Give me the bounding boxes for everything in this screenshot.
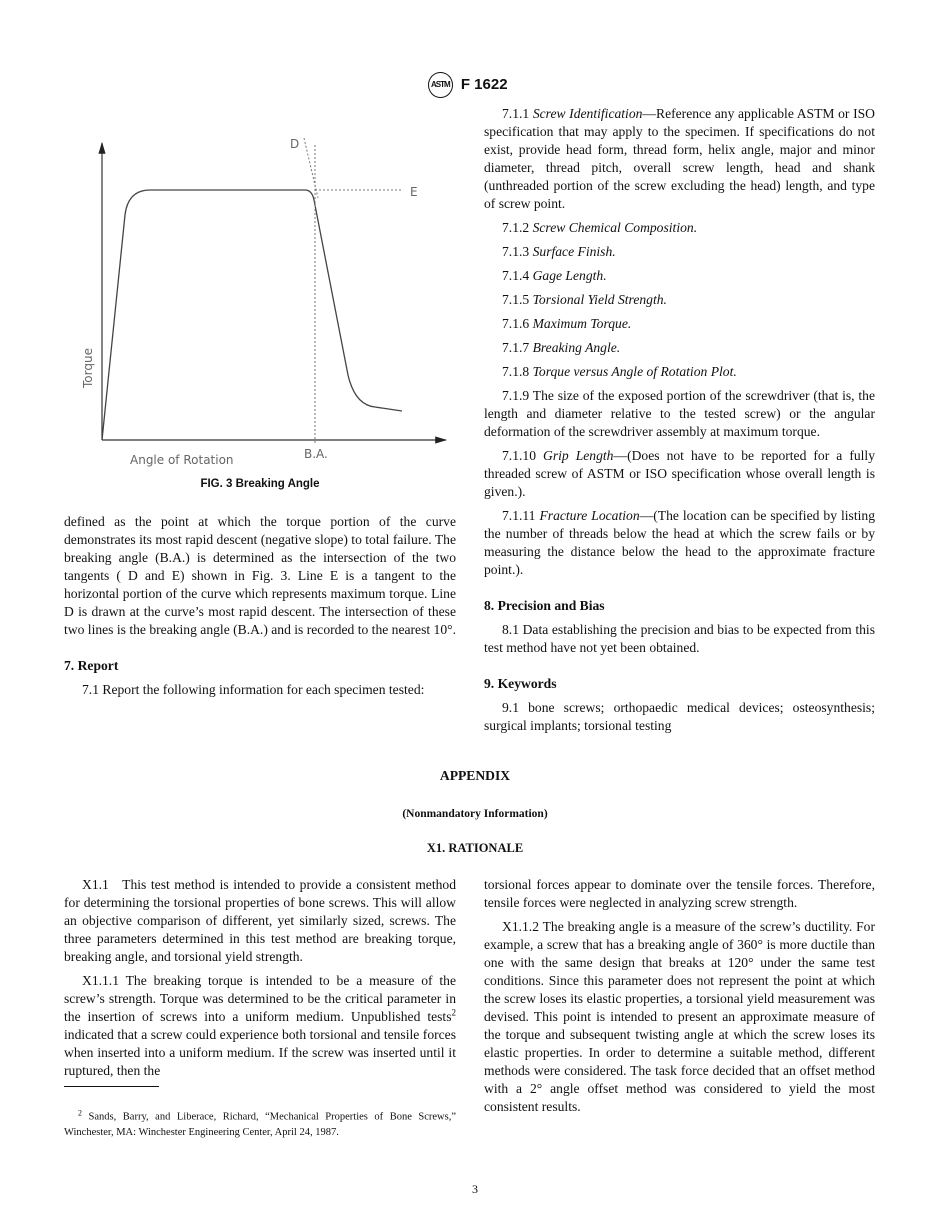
item: 7.1.2 Screw Chemical Composition. xyxy=(502,220,698,235)
label-d: D xyxy=(290,137,300,151)
paragraph: 9.1 bone screws; orthopaedic medical devices; osteosynthesis; surgical implants; torsional testing xyxy=(484,700,875,733)
label-e: E xyxy=(410,185,418,199)
section-heading-keywords: 9. Keywords xyxy=(484,676,557,691)
section-heading-precision: 8. Precision and Bias xyxy=(484,598,605,613)
item: 7.1.5 Torsional Yield Strength. xyxy=(502,292,667,307)
item: 7.1.3 Surface Finish. xyxy=(502,244,616,259)
appendix-section: X1. RATIONALE xyxy=(426,841,524,855)
paragraph-x1-1-1: X1.1.1 The breaking torque is intended to be a measure of the screw’s strength. Torque was determined to be the critical parameter in the insertion of screws into a uniform medium. Unpublished tests$^2$ indicated that a screw could experience both torsional and tensile forces when inserted into a uniform medium. If the screw was inserted until it ruptured, then the xyxy=(64,973,456,1078)
breaking-angle-figure xyxy=(0,0,470,480)
x-axis-label: Angle of Rotation xyxy=(130,453,234,467)
y-axis-label: Torque xyxy=(81,348,95,388)
paragraph: 7.1 Report the following information for each specimen tested: xyxy=(82,682,425,697)
appendix-subtitle: (Nonmandatory Information) xyxy=(402,808,548,820)
right-column xyxy=(484,105,875,735)
tangent-line-d xyxy=(304,138,318,198)
figure-caption: FIG. 3 Breaking Angle xyxy=(200,478,320,490)
paragraph-x1-1: X1.1 This test method is intended to provide a consistent method for determining the torsional properties of bone screws. This will allow an objective comparison of different, yet similarly sized, screws. The three parameters determined in this test method are breaking torque, breaking angle, and torsional yield strength. xyxy=(64,877,460,964)
page-number: 3 xyxy=(472,1182,478,1196)
bottom-left-column xyxy=(64,876,460,1080)
paragraph: torsional forces appear to dominate over the tensile forces. Therefore, tensile forces were neglected in analyzing screw strength. xyxy=(484,877,875,910)
item-7-1-9: 7.1.9 The size of the exposed portion of the screwdriver (that is, the length and diameter relative to the tested screw) or the angular deformation of the screwdriver assembly at maximum torque. xyxy=(484,388,875,439)
paragraph: 8.1 Data establishing the precision and bias to be expected from this test method have not yet been obtained. xyxy=(484,622,875,655)
item-7-1-10: 7.1.10 Grip Length—(Does not have to be reported for a fully threaded screw of ASTM or ISO specification whose overall length is given.). xyxy=(484,448,875,499)
item-7-1-1: 7.1.1 Screw Identification—Reference any applicable ASTM or ISO specification that may apply to the specimen. If specifications do not exist, provide head form, thread form, helix angle, major and minor diameter, thread pitch, overall screw length, head and shank (unthreaded portion of the screw excluding the head) length, and type of screw point. xyxy=(484,106,875,211)
bottom-right-column xyxy=(484,876,875,1116)
paragraph: defined as the point at which the torque portion of the curve demonstrates its most rapid descent (negative slope) to total failure. The breaking angle (B.A.) is determined as the intersection of the two tangents ( D and E) shown in Fig. 3. Line E is a tangent to the horizontal portion of the curve which represents maximum torque. Line D is drawn at the curve’s most rapid descent. The intersection of these two lines is the breaking angle (B.A.) and is recorded to the nearest 10°. xyxy=(64,514,456,637)
item: 7.1.6 Maximum Torque. xyxy=(502,316,632,331)
item-7-1-11: 7.1.11 Fracture Location—(The location can be specified by listing the number of threads below the head at which the screw fails or by measuring the distance below the head to the approximate fracture point.). xyxy=(484,508,875,577)
ba-label: B.A. xyxy=(304,447,328,461)
footnote-rule xyxy=(64,1086,159,1087)
section-heading-report: 7. Report xyxy=(64,658,119,673)
appendix-title: APPENDIX xyxy=(439,768,511,783)
torque-curve xyxy=(102,190,402,440)
item: 7.1.7 Breaking Angle. xyxy=(502,340,621,355)
paragraph-x1-1-2: X1.1.2 The breaking angle is a measure of the screw’s ductility. For example, a screw that has a breaking angle of 360° is more ductile than one with the same design that breaks at 120° under the same test conditions. Since this parameter does not represent the point at which the screw loses its elastic properties, a torsional yield measurement was devised. This point is intended to present an approximate measure of the torque and subsequent twisting angle at which the screw loses its elastic properties. In order to determine a suitable method, different methods were considered. The task force decided that an offset method with a 2° angle offset method was considered to yield the most consistent results. xyxy=(484,919,875,1114)
astm-logo: ASTM xyxy=(428,72,453,98)
item: 7.1.4 Gage Length. xyxy=(502,268,607,283)
left-column xyxy=(64,513,456,699)
footnote: $^2$ Sands, Barry, and Liberace, Richard, “Mechanical Properties of Bone Screws,” Winchester, MA: Winchester Engineering Center, April 24, 1987. xyxy=(64,1108,457,1138)
designation: F 1622 xyxy=(460,76,508,93)
item: 7.1.8 Torque versus Angle of Rotation Plot. xyxy=(502,364,737,379)
footnote-ref: 2 xyxy=(451,1007,456,1018)
